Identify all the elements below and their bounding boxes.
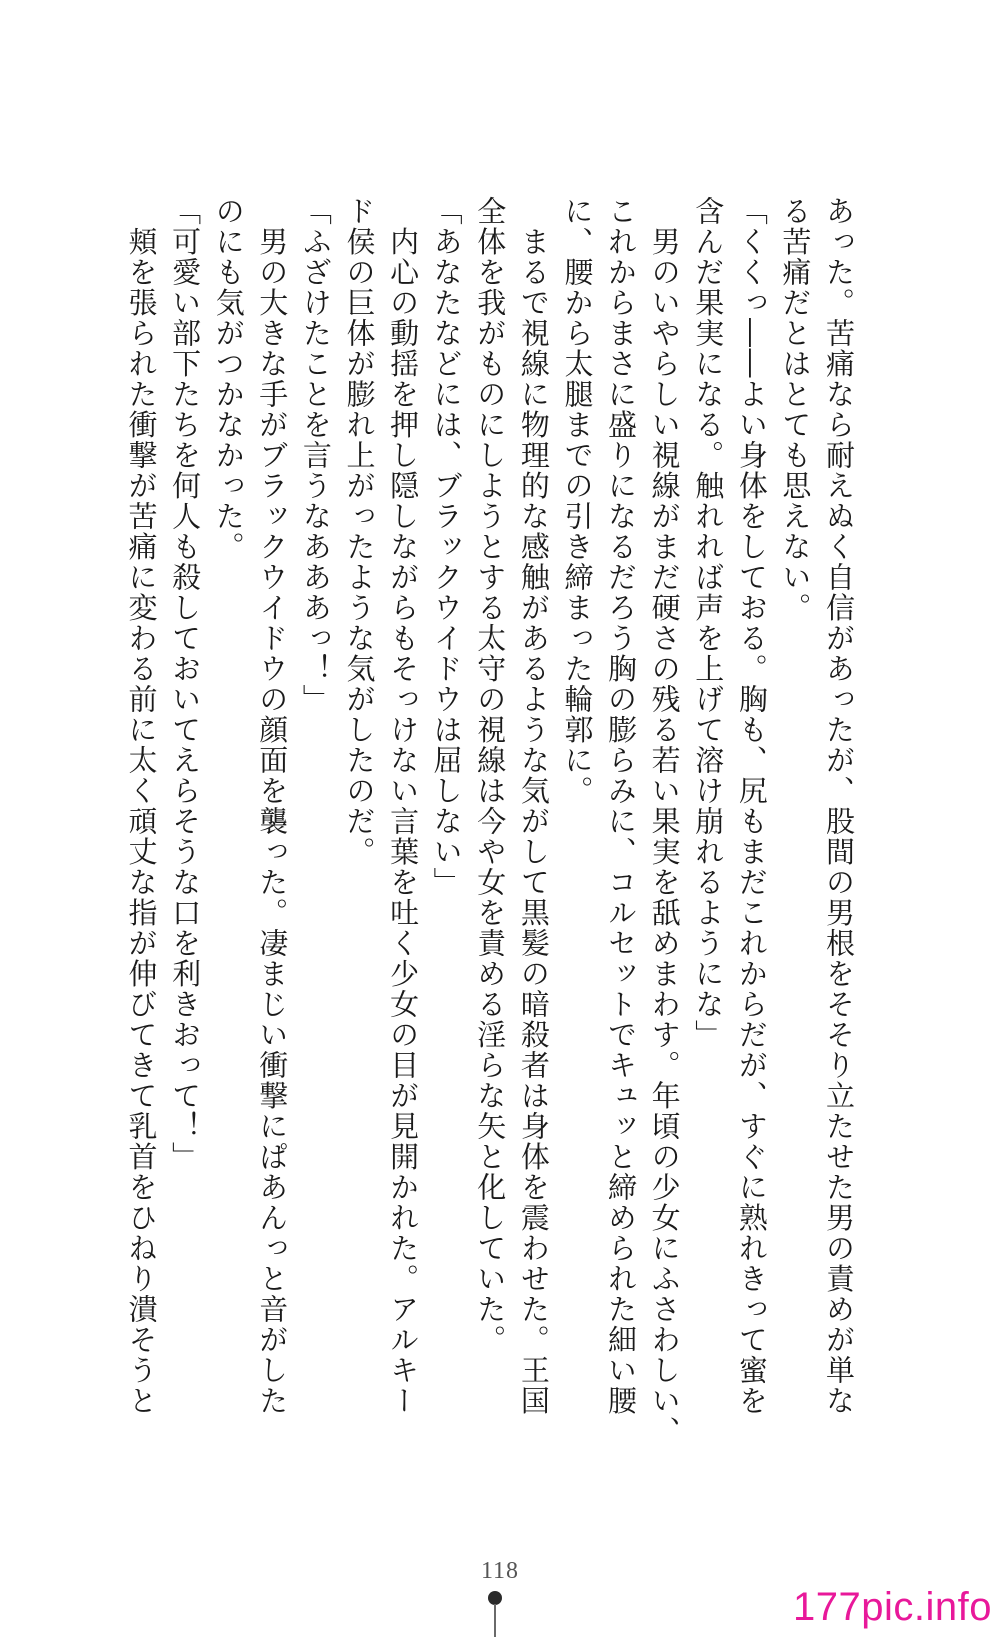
text-line: ド侯の巨体が膨れ上がったような気がしたのだ。 <box>342 196 377 867</box>
text-line: 全体を我がものにしようとする太守の視線は今や女を責める淫らな矢と化していた。 <box>473 196 508 1355</box>
text-line: まるで視線に物理的な感触があるような気がして黒髪の暗殺者は身体を震わせた。王国 <box>516 196 551 1416</box>
text-line: 「可愛い部下たちを何人も殺しておいてえらそうな口を利きおって！」 <box>168 196 203 1172</box>
text-line: 「ふざけたことを言うなあああっ！」 <box>298 196 333 715</box>
text-line: これからまさに盛りになるだろう胸の膨らみに、コルセットでキュッと締められた細い腰 <box>604 196 639 1416</box>
page-number: 118 <box>480 1558 520 1584</box>
text-line: 含んだ果実になる。触れれば声を上げて溶け崩れるようにな」 <box>691 196 726 1050</box>
text-line: 「くくっ――よい身体をしておる。胸も、尻もまだこれからだが、すぐに熟れきって蜜を <box>734 196 769 1416</box>
page-marker-line <box>494 1604 496 1637</box>
text-line: 男の大きな手がブラックウイドウの顔面を襲った。凄まじい衝撃にぱあんっと音がした <box>255 196 290 1416</box>
text-line: 「あなたなどには、ブラックウイドウは屈しない」 <box>429 196 464 898</box>
text-line: る苦痛だとはとても思えない。 <box>778 196 813 623</box>
text-line: 頬を張られた衝撃が苦痛に変わる前に太く頑丈な指が伸びてきて乳首をひねり潰そうと <box>124 196 159 1416</box>
vertical-text-body <box>119 196 860 1447</box>
text-line: あった。苦痛なら耐えぬく自信があったが、股間の男根をそそり立たせた男の責めが単な <box>822 196 856 1416</box>
text-line: 内心の動揺を押し隠しながらもそっけない言葉を吐く少女の目が見開かれた。アルキー <box>386 196 421 1416</box>
text-line: のにも気がつかなかった。 <box>211 196 246 562</box>
text-line: に、腰から太腿までの引き締まった輪郭に。 <box>560 196 595 806</box>
watermark: 177pic.info <box>793 1585 992 1629</box>
page-marker-dot-icon <box>488 1591 502 1605</box>
text-line: 男のいやらしい視線がまだ硬さの残る若い果実を舐めまわす。年頃の少女にふさわしい、 <box>647 196 682 1447</box>
